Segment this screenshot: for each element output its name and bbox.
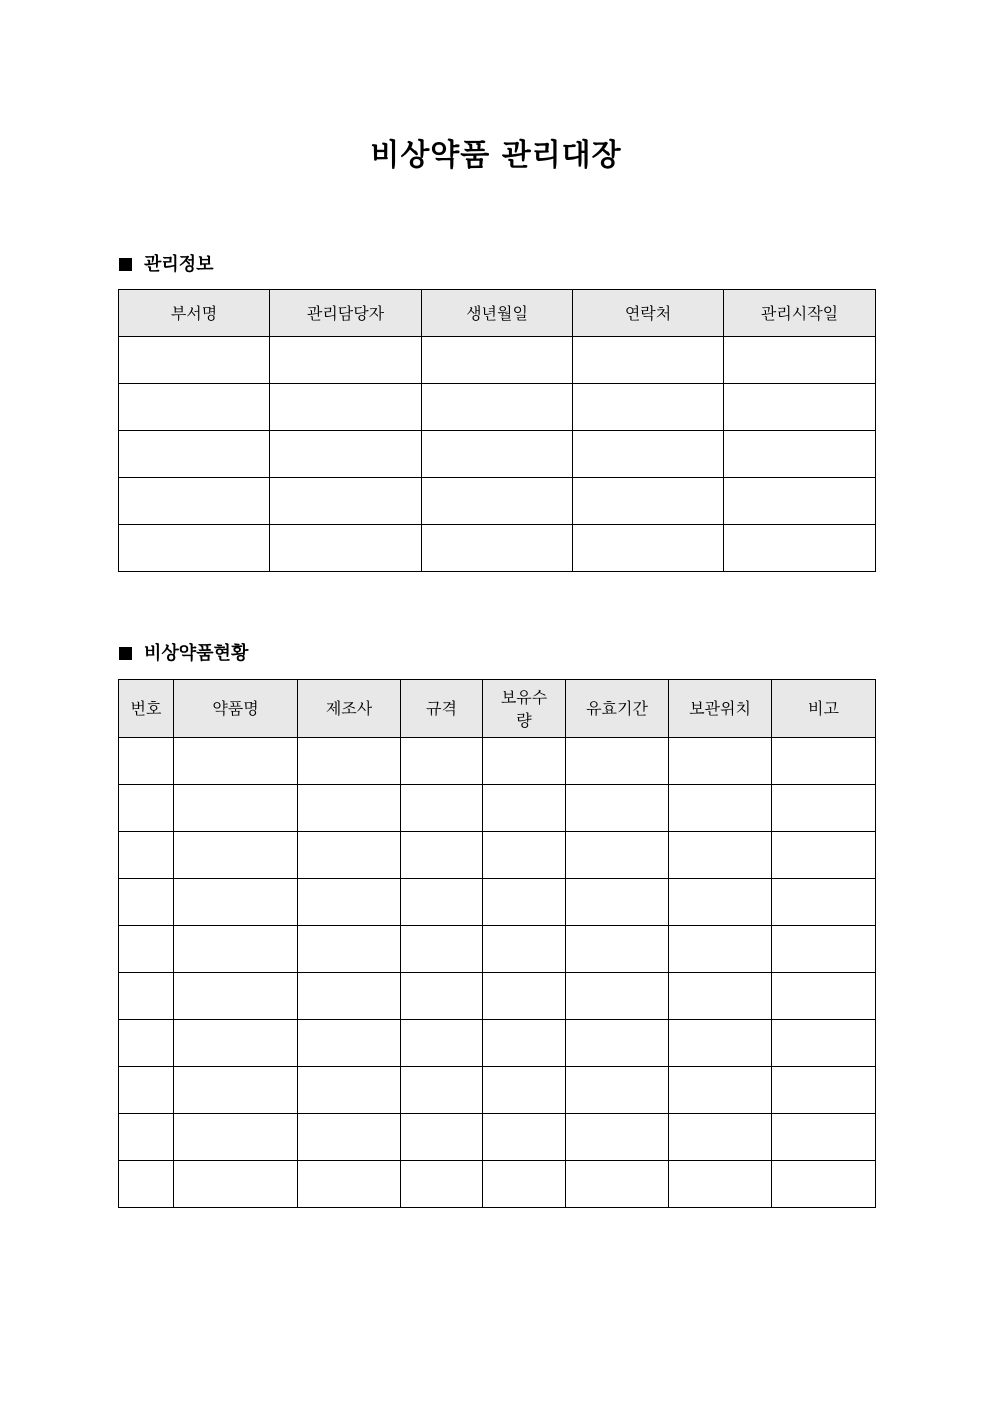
blank-entry-cell[interactable] [270, 337, 422, 384]
blank-entry-cell[interactable] [298, 879, 401, 926]
page-title: 비상약품 관리대장 [370, 138, 622, 173]
blank-entry-cell[interactable] [119, 785, 174, 832]
blank-entry-cell[interactable] [174, 879, 298, 926]
blank-entry-cell[interactable] [483, 738, 566, 785]
blank-entry-cell[interactable] [119, 973, 174, 1020]
blank-entry-cell[interactable] [573, 337, 724, 384]
blank-entry-cell[interactable] [119, 525, 270, 572]
table-row [119, 1020, 876, 1067]
medicine-status-table [118, 679, 876, 1208]
section-heading-label: 비상약품현황 [144, 643, 249, 664]
blank-entry-cell[interactable] [573, 384, 724, 431]
blank-entry-cell[interactable] [119, 1114, 174, 1161]
column-header-spec: 규격 [401, 680, 483, 738]
blank-entry-cell[interactable] [566, 1161, 669, 1208]
blank-entry-cell[interactable] [401, 973, 483, 1020]
blank-entry-cell[interactable] [483, 1020, 566, 1067]
blank-entry-cell[interactable] [119, 1020, 174, 1067]
blank-entry-cell[interactable] [119, 1067, 174, 1114]
blank-entry-cell[interactable] [772, 1161, 876, 1208]
table-row [119, 785, 876, 832]
blank-entry-cell[interactable] [174, 1067, 298, 1114]
column-header-medicine-name: 약품명 [174, 680, 298, 738]
blank-entry-cell[interactable] [566, 1020, 669, 1067]
blank-entry-cell[interactable] [483, 785, 566, 832]
blank-entry-cell[interactable] [422, 431, 573, 478]
blank-entry-cell[interactable] [483, 1161, 566, 1208]
blank-entry-cell[interactable] [174, 973, 298, 1020]
column-header-manufacturer: 제조사 [298, 680, 401, 738]
table-row [119, 1067, 876, 1114]
table-row [119, 431, 876, 478]
blank-entry-cell[interactable] [422, 337, 573, 384]
blank-entry-cell[interactable] [298, 1067, 401, 1114]
blank-entry-cell[interactable] [669, 738, 772, 785]
blank-entry-cell[interactable] [772, 785, 876, 832]
blank-entry-cell[interactable] [270, 384, 422, 431]
table-row [119, 337, 876, 384]
blank-entry-cell[interactable] [270, 478, 422, 525]
blank-entry-cell[interactable] [401, 1161, 483, 1208]
blank-entry-cell[interactable] [483, 879, 566, 926]
column-header-department: 부서명 [119, 290, 270, 337]
blank-entry-cell[interactable] [573, 478, 724, 525]
blank-entry-cell[interactable] [566, 1067, 669, 1114]
blank-entry-cell[interactable] [174, 785, 298, 832]
column-header-number: 번호 [119, 680, 174, 738]
column-header-quantity: 보유수량 [483, 680, 566, 738]
blank-entry-cell[interactable] [724, 431, 876, 478]
blank-entry-cell[interactable] [669, 926, 772, 973]
blank-entry-cell[interactable] [483, 1114, 566, 1161]
blank-entry-cell[interactable] [422, 478, 573, 525]
blank-entry-cell[interactable] [772, 879, 876, 926]
blank-entry-cell[interactable] [298, 785, 401, 832]
column-header-birthdate: 생년월일 [422, 290, 573, 337]
table-row [119, 478, 876, 525]
blank-entry-cell[interactable] [566, 832, 669, 879]
blank-entry-cell[interactable] [724, 478, 876, 525]
blank-entry-cell[interactable] [724, 337, 876, 384]
blank-entry-cell[interactable] [669, 1114, 772, 1161]
blank-entry-cell[interactable] [174, 1020, 298, 1067]
blank-entry-cell[interactable] [298, 832, 401, 879]
blank-entry-cell[interactable] [566, 973, 669, 1020]
blank-entry-cell[interactable] [119, 926, 174, 973]
column-header-storage-location: 보관위치 [669, 680, 772, 738]
blank-entry-cell[interactable] [566, 785, 669, 832]
table-row [119, 973, 876, 1020]
management-info-table [118, 289, 876, 572]
blank-entry-cell[interactable] [401, 1067, 483, 1114]
blank-entry-cell[interactable] [298, 1161, 401, 1208]
section-heading-label: 관리정보 [144, 254, 214, 275]
blank-entry-cell[interactable] [401, 1114, 483, 1161]
blank-entry-cell[interactable] [270, 431, 422, 478]
blank-entry-cell[interactable] [119, 1161, 174, 1208]
blank-entry-cell[interactable] [566, 879, 669, 926]
blank-entry-cell[interactable] [724, 384, 876, 431]
blank-entry-cell[interactable] [669, 879, 772, 926]
section-heading-management-info [119, 253, 214, 277]
blank-entry-cell[interactable] [174, 926, 298, 973]
table-row [119, 1114, 876, 1161]
column-header-expiry: 유효기간 [566, 680, 669, 738]
blank-entry-cell[interactable] [573, 525, 724, 572]
blank-entry-cell[interactable] [401, 785, 483, 832]
blank-entry-cell[interactable] [669, 1020, 772, 1067]
table-header-row [119, 290, 876, 337]
blank-entry-cell[interactable] [119, 879, 174, 926]
blank-entry-cell[interactable] [772, 973, 876, 1020]
table-header-row [119, 680, 876, 738]
blank-entry-cell[interactable] [401, 832, 483, 879]
table-row [119, 738, 876, 785]
blank-entry-cell[interactable] [298, 1020, 401, 1067]
table-row [119, 384, 876, 431]
column-header-contact: 연락처 [573, 290, 724, 337]
blank-entry-cell[interactable] [298, 1114, 401, 1161]
blank-entry-cell[interactable] [566, 1114, 669, 1161]
blank-entry-cell[interactable] [298, 738, 401, 785]
table-row [119, 1161, 876, 1208]
blank-entry-cell[interactable] [483, 926, 566, 973]
blank-entry-cell[interactable] [119, 832, 174, 879]
column-header-manager: 관리담당자 [270, 290, 422, 337]
column-header-start-date: 관리시작일 [724, 290, 876, 337]
blank-entry-cell[interactable] [483, 1067, 566, 1114]
blank-entry-cell[interactable] [270, 525, 422, 572]
blank-entry-cell[interactable] [422, 525, 573, 572]
section-heading-medicine-status [119, 642, 248, 666]
table-row [119, 832, 876, 879]
blank-entry-cell[interactable] [669, 1067, 772, 1114]
blank-entry-cell[interactable] [724, 525, 876, 572]
blank-entry-cell[interactable] [669, 832, 772, 879]
table-row [119, 525, 876, 572]
blank-entry-cell[interactable] [483, 832, 566, 879]
blank-entry-cell[interactable] [401, 738, 483, 785]
blank-entry-cell[interactable] [119, 337, 270, 384]
blank-entry-cell[interactable] [669, 785, 772, 832]
blank-entry-cell[interactable] [401, 1020, 483, 1067]
blank-entry-cell[interactable] [119, 478, 270, 525]
blank-entry-cell[interactable] [566, 926, 669, 973]
blank-entry-cell[interactable] [772, 1114, 876, 1161]
blank-entry-cell[interactable] [669, 973, 772, 1020]
blank-entry-cell[interactable] [119, 384, 270, 431]
square-bullet-icon [119, 647, 132, 660]
blank-entry-cell[interactable] [401, 926, 483, 973]
blank-entry-cell[interactable] [174, 832, 298, 879]
blank-entry-cell[interactable] [669, 1161, 772, 1208]
blank-entry-cell[interactable] [174, 738, 298, 785]
column-header-remarks: 비고 [772, 680, 876, 738]
square-bullet-icon [119, 258, 132, 271]
blank-entry-cell[interactable] [298, 973, 401, 1020]
blank-entry-cell[interactable] [772, 1020, 876, 1067]
blank-entry-cell[interactable] [119, 431, 270, 478]
blank-entry-cell[interactable] [566, 738, 669, 785]
blank-entry-cell[interactable] [298, 926, 401, 973]
blank-entry-cell[interactable] [772, 832, 876, 879]
blank-entry-cell[interactable] [119, 738, 174, 785]
blank-entry-cell[interactable] [772, 738, 876, 785]
blank-entry-cell[interactable] [174, 1161, 298, 1208]
blank-entry-cell[interactable] [401, 879, 483, 926]
table-row [119, 879, 876, 926]
blank-entry-cell[interactable] [483, 973, 566, 1020]
table-row [119, 926, 876, 973]
blank-entry-cell[interactable] [573, 431, 724, 478]
blank-entry-cell[interactable] [772, 1067, 876, 1114]
blank-entry-cell[interactable] [772, 926, 876, 973]
blank-entry-cell[interactable] [422, 384, 573, 431]
blank-entry-cell[interactable] [174, 1114, 298, 1161]
